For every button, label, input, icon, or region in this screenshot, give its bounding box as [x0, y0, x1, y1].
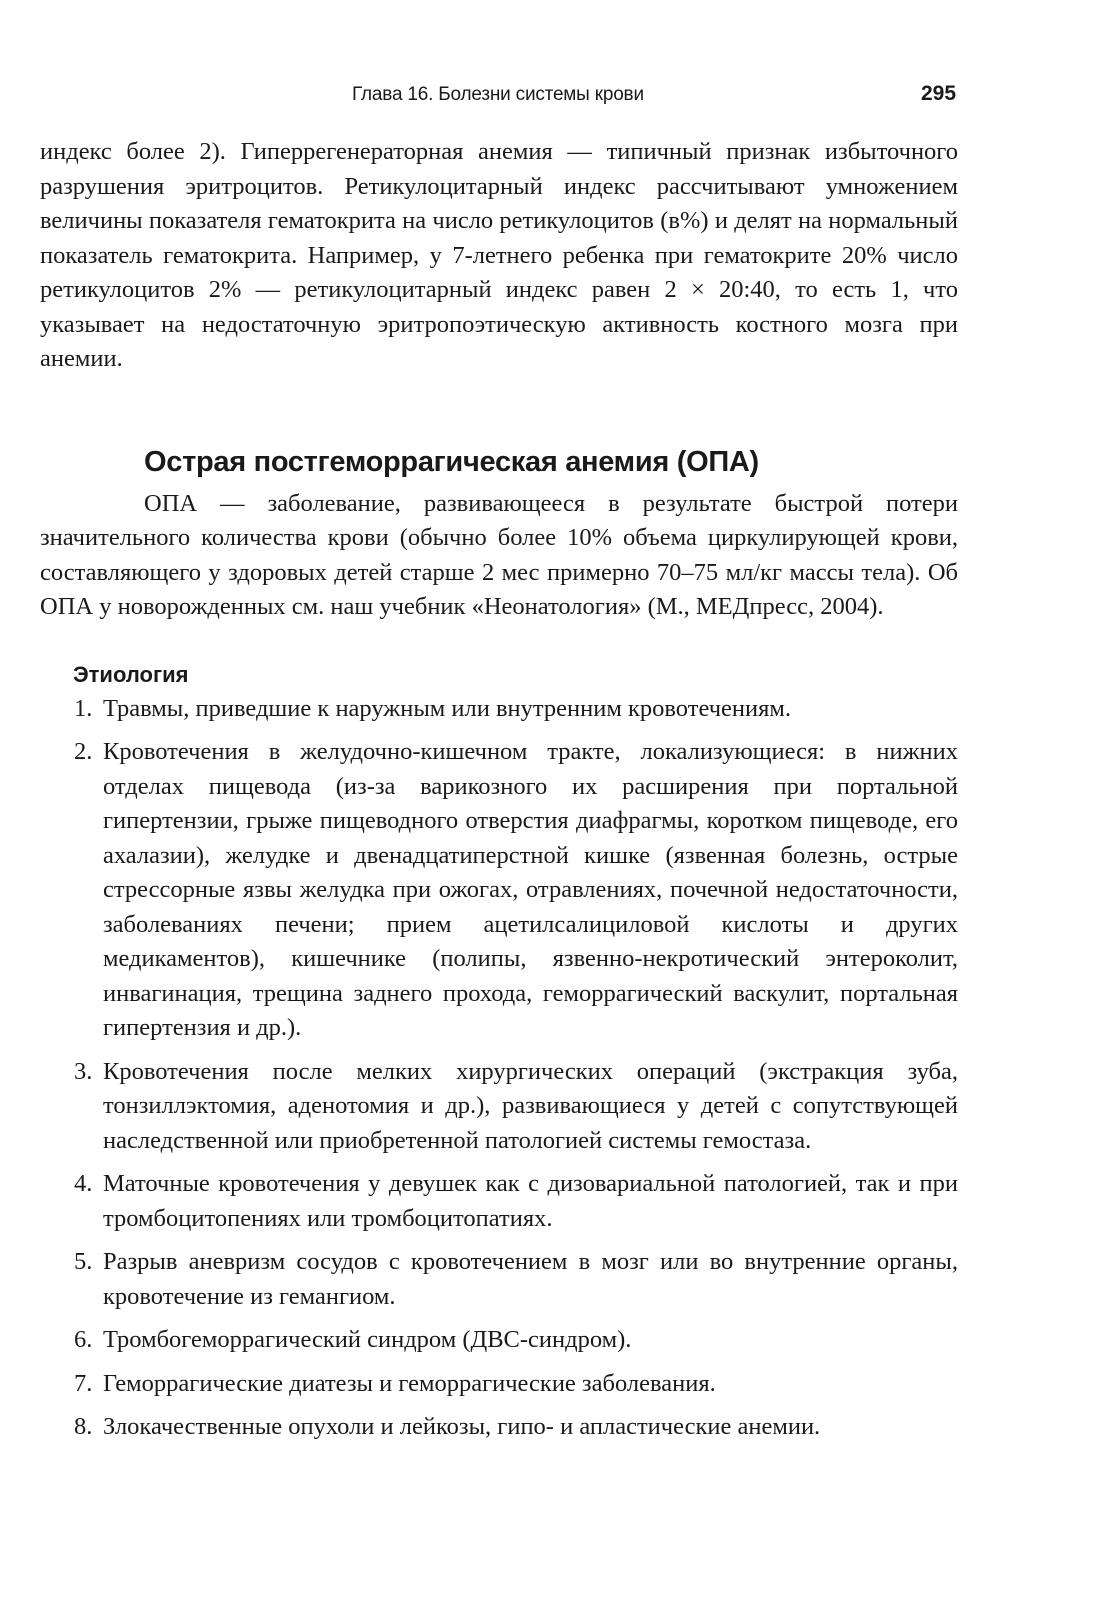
list-item: [40, 1167, 958, 1236]
list-item-number: 1.: [74, 694, 93, 722]
list-item: [40, 1323, 958, 1358]
section-title: Острая постгеморрагическая анемия (ОПА): [144, 445, 759, 478]
etiology-list: [40, 692, 958, 1445]
list-item: [40, 735, 958, 1046]
list-item: [40, 1055, 958, 1159]
list-item-text: Кровотечения после мелких хирургических операций (экстракция зуба, тонзиллэктомия, аденотомия и др.), развивающиеся у детей с сопутствующей наследственной или приобретенной патологией системы гемостаза.: [103, 1057, 958, 1154]
list-item-number: 4.: [74, 1170, 93, 1197]
list-item-number: 7.: [74, 1369, 93, 1397]
list-item-text: Тромбогеморрагический синдром (ДВС-синдром).: [103, 1326, 632, 1353]
list-item-text: Маточные кровотечения у девушек как с дизовариальной патологией, так и при тромбоцитопениях или тромбоцитопатиях.: [103, 1170, 958, 1232]
etiology-title: Этиология: [73, 661, 189, 687]
section-paragraph: ОПА — заболевание, развивающееся в результате быстрой потери значительного количества крови (обычно более 10% объема циркулирующей крови, составляющего у здоровых детей старше 2 мес примерно 70–75 мл/кг массы тела). Об ОПА у новорожденных см. наш учебник «Неонатология» (М., МЕДпресс, 2004).: [40, 489, 958, 620]
running-header: [0, 84, 1099, 110]
intro-paragraph: индекс более 2). Гиперрегенераторная анемия — типичный признак избыточного разрушения эритроцитов. Ретикулоцитарный индекс рассчитывают умножением величины показателя гематокрита на число ретикулоцитов (в%) и делят на нормальный показатель гематокрита. Например, у 7-летнего ребенка при гематокрите 20% число ретикулоцитов 2% — ретикулоцитарный индекс равен 2 × 20:40, то есть 1, что указывает на недостаточную эритропоэтическую активность костного мозга при анемии.: [40, 138, 958, 372]
list-item-text: Травмы, приведшие к наружным или внутренним кровотечениям.: [103, 694, 792, 722]
running-title: Глава 16. Болезни системы крови: [352, 84, 644, 105]
list-item-text: Геморрагические диатезы и геморрагические заболевания.: [103, 1369, 716, 1397]
list-item-number: 2.: [74, 738, 93, 765]
page-number: 295: [921, 82, 957, 105]
list-item-number: 5.: [74, 1248, 93, 1275]
page-body: [40, 135, 958, 1454]
list-item: [40, 1367, 958, 1402]
list-item: [40, 1245, 958, 1314]
list-item-number: 8.: [74, 1413, 93, 1440]
list-item-text: Злокачественные опухоли и лейкозы, гипо- и апластические анемии.: [103, 1413, 821, 1440]
list-item: [40, 1410, 958, 1445]
list-item-text: Кровотечения в желудочно-кишечном тракте, локализующиеся: в нижних отделах пищевода (из-за варикозного их расширения при портальной гипертензии, грыже пищеводного отверстия диафрагмы, коротком пищеводе, его ахалазии), желудке и двенадцатиперстной кишке (язвенная болезнь, острые стрессорные язвы желудка при ожогах, отравлениях, почечной недостаточности, заболеваниях печени; прием ацетилсалициловой кислоты и других медикаментов), кишечнике (полипы, язвенно-некротический энтероколит, инвагинация, трещина заднего прохода, геморрагический васкулит, портальная гипертензия и др.).: [103, 738, 958, 1041]
list-item-number: 3.: [74, 1057, 93, 1085]
list-item-text: Разрыв аневризм сосудов с кровотечением в мозг или во внутренние органы, кровотечение из гемангиом.: [103, 1248, 958, 1310]
list-item-number: 6.: [74, 1326, 93, 1353]
list-item: [40, 692, 958, 727]
